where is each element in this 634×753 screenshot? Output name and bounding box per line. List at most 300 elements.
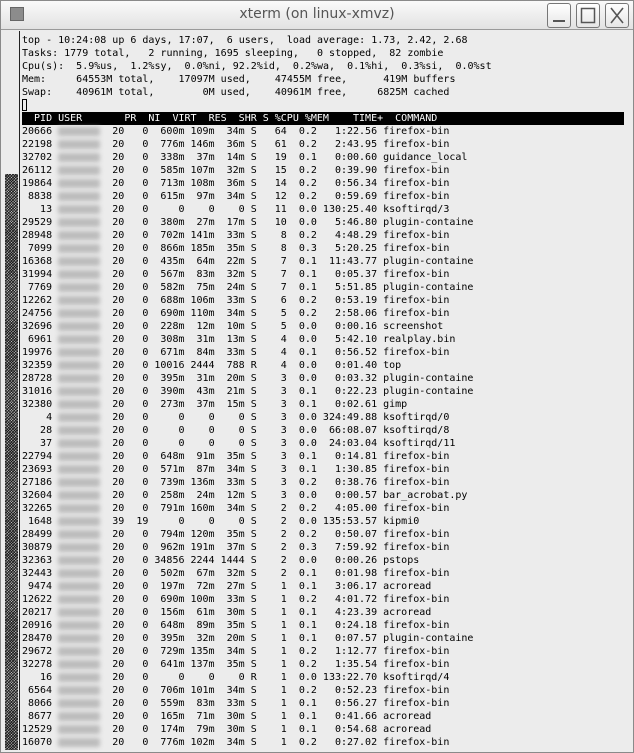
cpu-cell: 3 (280, 386, 287, 397)
res-cell: 91m (196, 451, 215, 462)
mem-cell: 0.2 (298, 191, 317, 202)
pid-cell: 31016 (22, 386, 53, 397)
shr-cell: 788 (226, 360, 245, 371)
process-row[interactable] (22, 697, 624, 710)
state-cell: S (250, 698, 257, 709)
column-header-virt: VIRT (172, 113, 197, 124)
mem-cell: 0.1 (298, 698, 317, 709)
ni-cell: 0 (142, 217, 149, 228)
column-header-command: COMMAND (395, 113, 438, 124)
mem-cell: 0.1 (298, 451, 317, 462)
ni-cell: 0 (142, 191, 149, 202)
pid-cell: 32702 (22, 152, 53, 163)
spacer (100, 294, 112, 307)
virt-cell: 776m (160, 737, 185, 748)
shr-cell: 30m (226, 711, 245, 722)
command-cell: bar_acrobat.py (383, 490, 468, 501)
spacer (100, 450, 112, 463)
user-cell-redacted (58, 517, 100, 526)
process-row[interactable] (22, 619, 624, 632)
res-cell: 37m (196, 152, 215, 163)
ni-cell: 0 (142, 568, 149, 579)
time-cell: 5:46.80 (334, 217, 378, 228)
shr-cell: 34m (226, 503, 245, 514)
command-cell: firefox-bin (383, 659, 450, 670)
time-cell: 0:50.07 (334, 529, 378, 540)
process-row[interactable] (22, 723, 624, 736)
command-cell: firefox-bin (383, 594, 450, 605)
process-row[interactable] (22, 671, 624, 684)
cpu-cell: 2 (280, 555, 287, 566)
command-cell: firefox-bin (383, 737, 450, 748)
close-icon (606, 4, 628, 27)
state-cell: S (250, 308, 257, 319)
pr-cell: 20 (112, 698, 125, 709)
cpu-cell: 2 (280, 529, 287, 540)
ni-cell: 0 (142, 308, 149, 319)
command-cell: plugin-containe (383, 256, 474, 267)
virt-cell: 165m (160, 711, 185, 722)
spacer (100, 320, 112, 333)
spacer (100, 606, 112, 619)
process-row[interactable] (22, 268, 624, 281)
maximize-button[interactable] (576, 3, 600, 28)
process-row[interactable] (22, 138, 624, 151)
pr-cell: 20 (112, 555, 125, 566)
spacer (100, 437, 112, 450)
mem-cell: 0.0 (298, 373, 317, 384)
pr-cell: 20 (112, 165, 125, 176)
pr-cell: 20 (112, 659, 125, 670)
process-row[interactable] (22, 151, 624, 164)
process-row[interactable] (22, 593, 624, 606)
process-row[interactable] (22, 463, 624, 476)
virt-cell: 615m (160, 191, 185, 202)
user-cell-redacted (58, 374, 100, 383)
process-row[interactable] (22, 307, 624, 320)
cpu-cell: 6 (280, 295, 287, 306)
ni-cell: 0 (142, 542, 149, 553)
ni-cell: 0 (142, 555, 149, 566)
pr-cell: 20 (112, 152, 125, 163)
pid-cell: 8677 (28, 711, 53, 722)
spacer (100, 632, 112, 645)
command-cell: ksoftirqd/3 (383, 204, 450, 215)
user-cell-redacted (58, 153, 100, 162)
process-row[interactable] (22, 177, 624, 190)
ni-cell: 0 (142, 269, 149, 280)
process-row[interactable] (22, 736, 624, 749)
process-row[interactable] (22, 658, 624, 671)
pid-cell: 16 (40, 672, 53, 683)
shr-cell: 22m (226, 256, 245, 267)
pid-cell: 16368 (22, 256, 53, 267)
state-cell: S (250, 620, 257, 631)
pid-cell: 22794 (22, 451, 53, 462)
virt-cell: 197m (160, 581, 185, 592)
state-cell: S (250, 464, 257, 475)
res-cell: 31m (196, 373, 215, 384)
res-cell: 160m (190, 503, 215, 514)
pr-cell: 20 (112, 490, 125, 501)
mem-cell: 0.1 (298, 347, 317, 358)
user-cell-redacted (58, 686, 100, 695)
time-cell: 1:12.77 (334, 646, 378, 657)
pr-cell: 20 (112, 477, 125, 488)
pid-cell: 28728 (22, 373, 53, 384)
terminal-output[interactable] (22, 34, 624, 749)
ni-cell: 0 (142, 698, 149, 709)
shr-cell: 0 (238, 412, 245, 423)
window-title: xterm (on linux-xmvz) (239, 6, 395, 22)
user-cell-redacted (58, 413, 100, 422)
pid-cell: 32359 (22, 360, 53, 371)
spacer (100, 684, 112, 697)
pid-cell: 27186 (22, 477, 53, 488)
command-cell: firefox-bin (383, 477, 450, 488)
process-row[interactable] (22, 489, 624, 502)
pid-cell: 28499 (22, 529, 53, 540)
res-cell: 136m (190, 477, 215, 488)
time-cell: 324:49.88 (322, 412, 378, 423)
virt-cell: 156m (160, 607, 185, 618)
time-cell: 130:25.40 (322, 204, 378, 215)
scrollbar[interactable] (4, 31, 20, 750)
process-row[interactable] (22, 528, 624, 541)
virt-cell: 390m (160, 386, 185, 397)
time-cell: 135:53.57 (322, 516, 378, 527)
state-cell: S (250, 451, 257, 462)
res-cell: 0 (208, 425, 215, 436)
res-cell: 0 (208, 516, 215, 527)
process-row[interactable] (22, 502, 624, 515)
spacer (100, 723, 112, 736)
virt-cell: 502m (160, 568, 185, 579)
process-row[interactable] (22, 372, 624, 385)
command-cell: firefox-bin (383, 451, 450, 462)
time-cell: 0:02.61 (334, 399, 378, 410)
user-cell-redacted (58, 348, 100, 357)
time-cell: 5:51.85 (334, 282, 378, 293)
shr-cell: 21m (226, 386, 245, 397)
state-cell: S (250, 529, 257, 540)
state-cell: R (250, 360, 257, 371)
pr-cell: 20 (112, 399, 125, 410)
res-cell: 135m (190, 646, 215, 657)
virt-cell: 648m (160, 451, 185, 462)
mem-cell: 0.0 (298, 490, 317, 501)
ni-cell: 0 (142, 165, 149, 176)
command-cell: firefox-bin (383, 243, 450, 254)
process-row[interactable] (22, 515, 624, 528)
spacer (100, 333, 112, 346)
command-cell: firefox-bin (383, 646, 450, 657)
time-cell: 0:14.81 (334, 451, 378, 462)
state-cell: S (250, 139, 257, 150)
virt-cell: 10016 (154, 360, 185, 371)
cpu-cell: 5 (280, 321, 287, 332)
pid-cell: 32363 (22, 555, 53, 566)
process-row[interactable] (22, 320, 624, 333)
pr-cell: 20 (112, 347, 125, 358)
process-row[interactable] (22, 255, 624, 268)
process-row[interactable] (22, 203, 624, 216)
mem-cell: 0.2 (298, 659, 317, 670)
mem-cell: 0.0 (298, 672, 317, 683)
res-cell: 83m (196, 698, 215, 709)
ni-cell: 0 (142, 282, 149, 293)
pid-cell: 12529 (22, 724, 53, 735)
user-cell-redacted (58, 361, 100, 370)
pid-cell: 6564 (28, 685, 53, 696)
pr-cell: 20 (112, 594, 125, 605)
pr-cell: 20 (112, 503, 125, 514)
pid-cell: 32443 (22, 568, 53, 579)
shr-cell: 12m (226, 490, 245, 501)
mem-cell: 0.2 (298, 165, 317, 176)
user-cell-redacted (58, 452, 100, 461)
pr-cell: 39 (112, 516, 125, 527)
res-cell: 67m (196, 568, 215, 579)
ni-cell: 0 (142, 386, 149, 397)
pid-cell: 20666 (22, 126, 53, 137)
scrollbar-thumb[interactable] (5, 174, 18, 750)
ni-cell: 0 (142, 607, 149, 618)
state-cell: S (250, 256, 257, 267)
time-cell: 0:01.40 (334, 360, 378, 371)
res-cell: 37m (196, 399, 215, 410)
process-row[interactable] (22, 164, 624, 177)
time-cell: 3:06.17 (334, 581, 378, 592)
time-cell: 0:00.60 (334, 152, 378, 163)
cpu-cell: 3 (280, 477, 287, 488)
time-cell: 5:20.25 (334, 243, 378, 254)
virt-cell: 688m (160, 295, 185, 306)
res-cell: 108m (190, 178, 215, 189)
state-cell: S (250, 711, 257, 722)
close-button[interactable] (605, 3, 629, 28)
process-row[interactable] (22, 684, 624, 697)
command-cell: firefox-bin (383, 542, 450, 553)
cpu-cell: 4 (280, 334, 287, 345)
process-row[interactable] (22, 580, 624, 593)
process-row[interactable] (22, 476, 624, 489)
user-cell-redacted (58, 595, 100, 604)
pr-cell: 20 (112, 581, 125, 592)
res-cell: 100m (190, 594, 215, 605)
time-cell: 1:22.56 (334, 126, 378, 137)
column-header-time: TIME+ (353, 113, 384, 124)
process-row[interactable] (22, 541, 624, 554)
res-cell: 191m (190, 542, 215, 553)
time-cell: 2:58.06 (334, 308, 378, 319)
pid-cell: 28470 (22, 633, 53, 644)
pid-cell: 31994 (22, 269, 53, 280)
process-row[interactable] (22, 710, 624, 723)
shr-cell: 34m (226, 191, 245, 202)
process-row[interactable] (22, 229, 624, 242)
pr-cell: 20 (112, 256, 125, 267)
process-row[interactable] (22, 281, 624, 294)
state-cell: S (250, 542, 257, 553)
shr-cell: 35m (226, 243, 245, 254)
state-cell: S (250, 230, 257, 241)
ni-cell: 0 (142, 464, 149, 475)
state-cell: S (250, 347, 257, 358)
mem-cell: 0.1 (298, 386, 317, 397)
minimize-button[interactable] (547, 3, 571, 28)
pr-cell: 20 (112, 308, 125, 319)
process-row[interactable] (22, 567, 624, 580)
shr-cell: 13m (226, 334, 245, 345)
res-cell: 0 (208, 204, 215, 215)
virt-cell: 729m (160, 646, 185, 657)
process-row[interactable] (22, 411, 624, 424)
ni-cell: 0 (142, 178, 149, 189)
process-row[interactable] (22, 242, 624, 255)
user-cell-redacted (58, 543, 100, 552)
process-row[interactable] (22, 359, 624, 372)
user-cell-redacted (58, 231, 100, 240)
virt-cell: 395m (160, 373, 185, 384)
res-cell: 110m (190, 308, 215, 319)
command-cell: firefox-bin (383, 685, 450, 696)
process-row[interactable] (22, 424, 624, 437)
command-cell: plugin-containe (383, 373, 474, 384)
process-row[interactable] (22, 450, 624, 463)
ni-cell: 0 (142, 724, 149, 735)
spacer (100, 463, 112, 476)
spacer (100, 268, 112, 281)
ni-cell: 0 (142, 633, 149, 644)
pid-cell: 12262 (22, 295, 53, 306)
pid-cell: 8066 (28, 698, 53, 709)
res-cell: 141m (190, 230, 215, 241)
process-row[interactable] (22, 385, 624, 398)
process-row[interactable] (22, 437, 624, 450)
process-row[interactable] (22, 333, 624, 346)
cpu-line: Cpu(s): 5.9%us, 1.2%sy, 0.0%ni, 92.2%id, 0.2%wa, 0.1%hi, 0.3%si, 0.0%st (22, 61, 492, 72)
command-cell: realplay.bin (383, 334, 456, 345)
state-cell: R (250, 672, 257, 683)
virt-cell: 258m (160, 490, 185, 501)
shr-cell: 24m (226, 282, 245, 293)
ni-cell: 0 (142, 334, 149, 345)
user-cell-redacted (58, 439, 100, 448)
spacer (100, 671, 112, 684)
cpu-cell: 1 (280, 633, 287, 644)
virt-cell: 641m (160, 659, 185, 670)
shr-cell: 35m (226, 659, 245, 670)
res-cell: 106m (190, 295, 215, 306)
state-cell: S (250, 685, 257, 696)
shr-cell: 0 (238, 425, 245, 436)
process-row[interactable] (22, 294, 624, 307)
ni-cell: 0 (142, 230, 149, 241)
res-cell: 64m (196, 256, 215, 267)
spacer (100, 177, 112, 190)
pr-cell: 20 (112, 178, 125, 189)
process-row[interactable] (22, 346, 624, 359)
res-cell: 146m (190, 139, 215, 150)
shr-cell: 34m (226, 685, 245, 696)
process-row[interactable] (22, 606, 624, 619)
mem-cell: 0.2 (298, 503, 317, 514)
column-header-pid: PID (34, 113, 53, 124)
state-cell: S (250, 399, 257, 410)
res-cell: 83m (196, 269, 215, 280)
process-row[interactable] (22, 554, 624, 567)
shr-cell: 32m (226, 269, 245, 280)
shr-cell: 10m (226, 321, 245, 332)
virt-cell: 962m (160, 542, 185, 553)
user-cell-redacted (58, 530, 100, 539)
mem-cell: 0.0 (298, 360, 317, 371)
pid-cell: 16070 (22, 737, 53, 748)
time-cell: 0:05.37 (334, 269, 378, 280)
process-row[interactable] (22, 190, 624, 203)
uptime-line: top - 10:24:08 up 6 days, 17:07, 6 users, load average: 1.73, 2.42, 2.68 (22, 35, 468, 46)
cpu-cell: 10 (274, 217, 287, 228)
process-row[interactable] (22, 398, 624, 411)
pid-cell: 28 (40, 425, 53, 436)
process-row[interactable] (22, 645, 624, 658)
state-cell: S (250, 581, 257, 592)
spacer (100, 541, 112, 554)
command-cell: firefox-bin (383, 191, 450, 202)
process-row[interactable] (22, 632, 624, 645)
time-cell: 11:43.77 (328, 256, 378, 267)
time-cell: 0:00.57 (334, 490, 378, 501)
ni-cell: 0 (142, 594, 149, 605)
process-row[interactable] (22, 125, 624, 138)
spacer (100, 307, 112, 320)
user-cell-redacted (58, 647, 100, 656)
process-row[interactable] (22, 216, 624, 229)
virt-cell: 308m (160, 334, 185, 345)
pid-cell: 19976 (22, 347, 53, 358)
mem-cell: 0.0 (298, 321, 317, 332)
shr-cell: 34m (226, 646, 245, 657)
res-cell: 31m (196, 334, 215, 345)
spacer (100, 736, 112, 749)
state-cell: S (250, 555, 257, 566)
user-cell-redacted (58, 634, 100, 643)
pid-cell: 6961 (28, 334, 53, 345)
mem-cell: 0.1 (298, 607, 317, 618)
spacer (100, 385, 112, 398)
column-header-res: RES (208, 113, 227, 124)
user-cell-redacted (58, 556, 100, 565)
state-cell: S (250, 295, 257, 306)
spacer (100, 476, 112, 489)
title-bar[interactable] (1, 1, 633, 30)
command-cell: firefox-bin (383, 698, 450, 709)
mem-cell: 0.0 (298, 334, 317, 345)
mem-cell: 0.1 (298, 152, 317, 163)
cpu-cell: 3 (280, 399, 287, 410)
state-cell: S (250, 659, 257, 670)
command-cell: ksoftirqd/8 (383, 425, 450, 436)
shr-cell: 34m (226, 126, 245, 137)
shr-cell: 0 (238, 516, 245, 527)
time-cell: 0:07.57 (334, 633, 378, 644)
virt-cell: 174m (160, 724, 185, 735)
state-cell: S (250, 477, 257, 488)
time-cell: 4:05.00 (334, 503, 378, 514)
res-cell: 71m (196, 711, 215, 722)
user-cell-redacted (58, 699, 100, 708)
